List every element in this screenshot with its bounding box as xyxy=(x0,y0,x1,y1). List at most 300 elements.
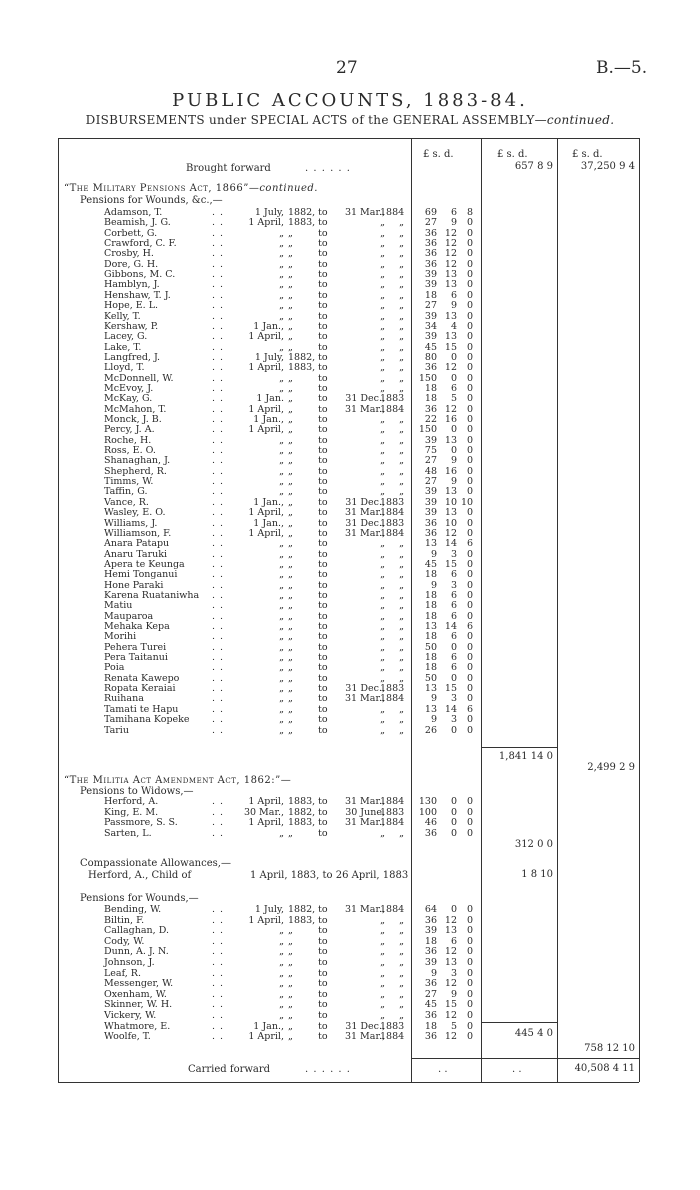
to-day-month: 30 June, xyxy=(345,806,385,818)
amount-shillings: 6 xyxy=(450,289,457,301)
amount-pence: 0 xyxy=(466,320,473,332)
amount-pence: 0 xyxy=(466,341,473,353)
leader-dots: . . xyxy=(212,827,225,839)
amount-pence: 0 xyxy=(466,641,473,653)
pensioner-name: Percy, J. A. xyxy=(104,424,155,436)
amount-pence: 0 xyxy=(466,227,473,239)
leader-dots: . . xyxy=(212,935,225,947)
to-year: „ xyxy=(399,631,404,643)
pensioner-name: Beamish, J. G. xyxy=(104,217,171,229)
table-row xyxy=(0,926,700,936)
amount-pence: 0 xyxy=(466,589,473,601)
from-day-month: 1 April, xyxy=(248,424,284,436)
amount-pence: 0 xyxy=(466,579,473,591)
leader-dots: . . xyxy=(212,662,225,674)
frame-top-rule xyxy=(58,138,639,139)
from-year: „ xyxy=(288,662,293,674)
amount-pounds: 13 xyxy=(424,538,437,550)
table-row xyxy=(0,715,700,725)
to-word: to xyxy=(318,393,328,405)
leader-dots: . . xyxy=(212,1031,225,1043)
amount-pounds: 36 xyxy=(424,362,437,374)
from-day-month: 1 July, xyxy=(254,207,284,218)
to-year: „ xyxy=(399,558,404,570)
col1-header: £ s. d. xyxy=(423,149,454,160)
carried-forward-col2-dots: . . xyxy=(512,1064,522,1075)
pensioner-name: Lacey, G. xyxy=(104,331,148,343)
amount-pounds: 100 xyxy=(418,806,437,818)
amount-shillings: 0 xyxy=(450,372,457,384)
amount-pounds: 9 xyxy=(430,693,437,705)
amount-pence: 0 xyxy=(466,414,473,425)
from-day-month: „ xyxy=(279,558,284,570)
pensioner-name: Crawford, C. F. xyxy=(104,238,177,250)
amount-shillings: 14 xyxy=(444,703,457,715)
table-row xyxy=(0,301,700,311)
amount-pounds: 27 xyxy=(424,300,437,312)
table-row xyxy=(0,508,700,518)
leader-dots: . . xyxy=(212,946,225,958)
amount-pounds: 39 xyxy=(424,310,437,322)
to-day-month: 31 Mar., xyxy=(344,904,385,915)
from-day-month: „ xyxy=(279,289,284,301)
amount-pounds: 36 xyxy=(424,227,437,239)
carried-forward-col1-dots: . . xyxy=(438,1064,448,1075)
to-word: to xyxy=(318,589,328,601)
pensioner-name: Ropata Keraiai xyxy=(104,683,176,695)
amount-pounds: 39 xyxy=(424,957,437,968)
amount-pence: 0 xyxy=(466,424,473,436)
amount-shillings: 3 xyxy=(450,967,457,979)
carried-forward-col3: 40,508 4 11 xyxy=(574,1063,635,1074)
amount-shillings: 0 xyxy=(450,351,457,363)
amount-pounds: 34 xyxy=(424,320,437,332)
pensioner-name: Sarten, L. xyxy=(104,827,152,839)
amount-shillings: 0 xyxy=(450,827,457,839)
amount-shillings: 15 xyxy=(444,341,457,353)
col2-header: £ s. d. xyxy=(497,149,528,160)
to-year: „ xyxy=(399,227,404,239)
from-year: „ xyxy=(288,693,293,705)
to-day-month: „ xyxy=(380,320,385,332)
leader-dots: . . xyxy=(212,683,225,695)
to-word: to xyxy=(318,414,328,425)
from-year: „ xyxy=(288,1020,293,1032)
amount-pence: 0 xyxy=(466,662,473,674)
from-day-month: „ xyxy=(279,662,284,674)
leader-dots: . . xyxy=(212,693,225,705)
amount-pounds: 64 xyxy=(424,904,437,915)
to-year: „ xyxy=(399,341,404,353)
amount-shillings: 6 xyxy=(450,652,457,664)
from-day-month: 1 Jan., xyxy=(253,1020,284,1032)
amount-pence: 0 xyxy=(466,817,473,829)
from-year: „ xyxy=(288,455,293,467)
from-day-month: 1 April, xyxy=(248,362,284,374)
pensioner-name: Roche, H. xyxy=(104,434,152,446)
from-year: „ xyxy=(288,476,293,488)
from-year: „ xyxy=(288,320,293,332)
amount-pounds: 36 xyxy=(424,946,437,958)
leader-dots: . . xyxy=(212,517,225,529)
to-day-month: „ xyxy=(380,610,385,622)
to-day-month: „ xyxy=(380,662,385,674)
pensioner-name: Cody, W. xyxy=(104,935,145,947)
to-day-month: „ xyxy=(380,238,385,250)
amount-pence: 0 xyxy=(466,827,473,839)
to-year: „ xyxy=(399,957,404,968)
amount-pounds: 45 xyxy=(424,341,437,353)
from-year: „ xyxy=(288,258,293,270)
to-word: to xyxy=(318,248,328,260)
from-day-month: „ xyxy=(279,465,284,477)
amount-pence: 0 xyxy=(466,600,473,612)
amount-pence: 0 xyxy=(466,925,473,937)
from-day-month: „ xyxy=(279,978,284,990)
amount-pence: 0 xyxy=(466,289,473,301)
amount-shillings: 16 xyxy=(444,465,457,477)
amount-pence: 0 xyxy=(466,914,473,926)
leader-dots: . . xyxy=(212,652,225,664)
amount-pence: 0 xyxy=(466,999,473,1011)
amount-pence: 6 xyxy=(466,538,473,550)
from-year: „ xyxy=(288,465,293,477)
to-word: to xyxy=(318,507,328,519)
table-row xyxy=(0,818,700,828)
amount-pounds: 36 xyxy=(424,248,437,260)
amount-pounds: 46 xyxy=(424,817,437,829)
pensioner-name: Whatmore, E. xyxy=(104,1020,171,1032)
from-day-month: „ xyxy=(279,310,284,322)
amount-shillings: 12 xyxy=(444,227,457,239)
pensioner-name: Messenger, W. xyxy=(104,978,174,990)
amount-pounds: 9 xyxy=(430,967,437,979)
pensioner-name: Skinner, W. H. xyxy=(104,999,173,1011)
to-word: to xyxy=(318,703,328,715)
amount-shillings: 6 xyxy=(450,610,457,622)
table-row xyxy=(0,663,700,673)
table-row xyxy=(0,979,700,989)
to-day-month: „ xyxy=(380,988,385,1000)
to-word: to xyxy=(318,600,328,612)
pensioner-name: Renata Kawepo xyxy=(104,672,180,684)
amount-shillings: 0 xyxy=(450,424,457,436)
from-year: 1882, xyxy=(288,904,316,915)
leader-dots: . . xyxy=(212,957,225,968)
amount-pounds: 18 xyxy=(424,600,437,612)
amount-pounds: 27 xyxy=(424,217,437,229)
to-word: to xyxy=(318,1031,328,1043)
leader-dots: . . xyxy=(212,258,225,270)
amount-pence: 0 xyxy=(466,248,473,260)
to-year: „ xyxy=(399,589,404,601)
pensioner-name: Lake, T. xyxy=(104,341,142,353)
amount-shillings: 6 xyxy=(450,207,457,218)
section1-heading xyxy=(64,183,318,194)
from-day-month: „ xyxy=(279,957,284,968)
to-day-month: „ xyxy=(380,714,385,726)
from-year: „ xyxy=(288,300,293,312)
to-word: to xyxy=(318,817,328,829)
pensioner-name: Morihi xyxy=(104,631,137,643)
to-year: „ xyxy=(399,652,404,664)
leader-dots: . . xyxy=(212,641,225,653)
amount-pounds: 150 xyxy=(418,372,437,384)
from-year: „ xyxy=(288,967,293,979)
to-day-month: „ xyxy=(380,227,385,239)
amount-pence: 8 xyxy=(466,207,473,218)
to-day-month: „ xyxy=(380,558,385,570)
to-day-month: „ xyxy=(380,978,385,990)
to-year: „ xyxy=(399,641,404,653)
to-year: „ xyxy=(399,269,404,281)
leader-dots: . . xyxy=(212,476,225,488)
to-day-month: „ xyxy=(380,289,385,301)
from-day-month: „ xyxy=(279,248,284,260)
amount-shillings: 6 xyxy=(450,935,457,947)
amount-pence: 0 xyxy=(466,362,473,374)
to-year: 1884 xyxy=(380,1031,405,1043)
leader-dots: . . xyxy=(212,269,225,281)
from-day-month: „ xyxy=(279,967,284,979)
from-year: 1883, xyxy=(288,796,316,807)
from-day-month: 1 April, xyxy=(248,507,284,519)
amount-pounds: 27 xyxy=(424,988,437,1000)
pensioner-name: Wasley, E. O. xyxy=(104,507,166,519)
leader-dots: . . xyxy=(212,382,225,394)
amount-shillings: 12 xyxy=(444,248,457,260)
leader-dots: . . xyxy=(212,320,225,332)
section2-subtotal: 312 0 0 xyxy=(514,839,553,850)
table-row xyxy=(0,916,700,926)
to-word: to xyxy=(318,610,328,622)
amount-shillings: 15 xyxy=(444,999,457,1011)
from-day-month: „ xyxy=(279,548,284,560)
amount-shillings: 12 xyxy=(444,258,457,270)
amount-pounds: 27 xyxy=(424,476,437,488)
to-year: 1883 xyxy=(380,683,405,695)
to-word: to xyxy=(318,683,328,695)
to-day-month: „ xyxy=(380,641,385,653)
table-row xyxy=(0,218,700,228)
amount-pounds: 69 xyxy=(424,207,437,218)
pensioner-name: Corbett, G. xyxy=(104,227,158,239)
from-day-month: 1 Jan., xyxy=(253,496,284,508)
from-year: „ xyxy=(288,382,293,394)
pensioner-name: Anara Patapu xyxy=(104,538,170,550)
amount-pence: 0 xyxy=(466,946,473,958)
amount-shillings: 9 xyxy=(450,217,457,229)
from-day-month: „ xyxy=(279,988,284,1000)
to-word: to xyxy=(318,641,328,653)
from-day-month: 30 Mar., xyxy=(243,806,284,818)
from-day-month: „ xyxy=(279,631,284,643)
to-day-month: „ xyxy=(380,589,385,601)
from-year: „ xyxy=(288,403,293,415)
amount-pence: 0 xyxy=(466,279,473,291)
to-day-month: „ xyxy=(380,486,385,498)
amount-pence: 0 xyxy=(466,988,473,1000)
to-day-month: „ xyxy=(380,957,385,968)
leader-dots: . . xyxy=(212,455,225,467)
from-year: „ xyxy=(288,527,293,539)
to-word: to xyxy=(318,455,328,467)
pensioner-name: Timms, W. xyxy=(104,476,154,488)
leader-dots: . . xyxy=(212,904,225,915)
amount-pounds: 36 xyxy=(424,1010,437,1021)
to-word: to xyxy=(318,362,328,374)
to-day-month: „ xyxy=(380,967,385,979)
to-word: to xyxy=(318,558,328,570)
table-row xyxy=(0,808,700,818)
amount-pence: 10 xyxy=(461,496,474,508)
amount-pounds: 80 xyxy=(424,351,437,363)
amount-pounds: 39 xyxy=(424,925,437,937)
to-day-month: „ xyxy=(380,631,385,643)
compassionate-period: 1 April, 1883, to 26 April, 1883 xyxy=(250,870,409,881)
table-row xyxy=(0,1000,700,1010)
from-day-month: „ xyxy=(279,693,284,705)
table-row xyxy=(0,947,700,957)
to-day-month: „ xyxy=(380,351,385,363)
to-year: 1884 xyxy=(380,904,405,915)
section1-subtotal: 1,841 14 0 xyxy=(498,751,553,762)
leader-dots: . . xyxy=(212,393,225,405)
pensioner-name: Mehaka Kepa xyxy=(104,621,170,632)
to-day-month: „ xyxy=(380,445,385,457)
to-day-month: „ xyxy=(380,652,385,664)
to-year: 1884 xyxy=(380,817,405,829)
from-day-month: „ xyxy=(279,269,284,281)
to-day-month: „ xyxy=(380,434,385,446)
pensioner-name: Henshaw, T. J. xyxy=(104,289,171,301)
amount-shillings: 13 xyxy=(444,925,457,937)
amount-shillings: 3 xyxy=(450,579,457,591)
to-word: to xyxy=(318,465,328,477)
leader-dots: . . xyxy=(212,279,225,291)
to-day-month: „ xyxy=(380,600,385,612)
pensioner-name: Taffin, G. xyxy=(104,486,148,498)
pensioner-name: Kershaw, P. xyxy=(104,320,159,332)
to-year: „ xyxy=(399,935,404,947)
leader-dots: . . xyxy=(212,579,225,591)
amount-shillings: 13 xyxy=(444,279,457,291)
amount-shillings: 6 xyxy=(450,662,457,674)
amount-pounds: 36 xyxy=(424,238,437,250)
from-day-month: „ xyxy=(279,341,284,353)
amount-pounds: 39 xyxy=(424,279,437,291)
to-word: to xyxy=(318,207,328,218)
to-word: to xyxy=(318,1020,328,1032)
amount-pence: 0 xyxy=(466,904,473,915)
to-year: „ xyxy=(399,827,404,839)
to-year: 1884 xyxy=(380,403,405,415)
to-day-month: „ xyxy=(380,310,385,322)
table-row xyxy=(0,632,700,642)
amount-pounds: 18 xyxy=(424,589,437,601)
from-day-month: „ xyxy=(279,538,284,550)
section1-heading-cont: continued. xyxy=(259,183,318,194)
leader-dots: . . xyxy=(212,1010,225,1021)
from-year: „ xyxy=(288,579,293,591)
to-day-month: „ xyxy=(380,424,385,436)
amount-pence: 0 xyxy=(466,796,473,807)
from-year: „ xyxy=(288,610,293,622)
leader-dots: . . xyxy=(212,217,225,229)
amount-shillings: 13 xyxy=(444,331,457,343)
from-day-month: 1 April, xyxy=(248,796,284,807)
amount-shillings: 0 xyxy=(450,672,457,684)
to-year: „ xyxy=(399,662,404,674)
amount-pence: 0 xyxy=(466,610,473,622)
to-word: to xyxy=(318,652,328,664)
to-year: „ xyxy=(399,434,404,446)
from-year: „ xyxy=(288,424,293,436)
amount-pence: 0 xyxy=(466,372,473,384)
pensioner-name: Williams, J. xyxy=(104,517,158,529)
to-word: to xyxy=(318,548,328,560)
pensioner-name: Ross, E. O. xyxy=(104,445,156,457)
to-year: „ xyxy=(399,372,404,384)
amount-shillings: 13 xyxy=(444,269,457,281)
to-word: to xyxy=(318,382,328,394)
to-day-month: „ xyxy=(380,999,385,1011)
from-day-month: „ xyxy=(279,579,284,591)
amount-pence: 0 xyxy=(466,507,473,519)
from-year: „ xyxy=(288,269,293,281)
amount-pence: 0 xyxy=(466,403,473,415)
from-day-month: 1 Jan., xyxy=(253,320,284,332)
from-year: „ xyxy=(288,341,293,353)
from-day-month: 1 July, xyxy=(254,904,284,915)
leader-dots: . . xyxy=(212,331,225,343)
pensioner-name: McMahon, T. xyxy=(104,403,167,415)
amount-pounds: 36 xyxy=(424,1031,437,1043)
page-number: 27 xyxy=(336,58,358,78)
from-day-month: 1 Jan., xyxy=(253,414,284,425)
leader-dots: . . xyxy=(212,434,225,446)
to-day-month: 31 Mar., xyxy=(344,817,385,829)
table-row xyxy=(0,249,700,259)
amount-shillings: 0 xyxy=(450,796,457,807)
amount-shillings: 13 xyxy=(444,957,457,968)
compassionate-name: Herford, A., Child of xyxy=(88,870,192,881)
amount-pounds: 13 xyxy=(424,703,437,715)
amount-shillings: 12 xyxy=(444,946,457,958)
to-word: to xyxy=(318,914,328,926)
amount-pence: 0 xyxy=(466,693,473,705)
from-day-month: 1 Jan. xyxy=(256,393,284,405)
from-year: „ xyxy=(288,548,293,560)
pensioner-name: Passmore, S. S. xyxy=(104,817,178,829)
to-year: „ xyxy=(399,703,404,715)
to-day-month: 31 Mar., xyxy=(344,796,385,807)
to-day-month: 31 Dec., xyxy=(345,517,385,529)
to-day-month: „ xyxy=(380,672,385,684)
amount-pounds: 18 xyxy=(424,935,437,947)
from-day-month: „ xyxy=(279,434,284,446)
to-word: to xyxy=(318,579,328,591)
table-row xyxy=(0,487,700,497)
amount-pence: 0 xyxy=(466,455,473,467)
from-day-month: 1 April, xyxy=(248,1031,284,1043)
leader-dots: . . xyxy=(212,372,225,384)
table-row xyxy=(0,539,700,549)
amount-pence: 0 xyxy=(466,393,473,405)
to-day-month: 31 Mar., xyxy=(344,207,385,218)
amount-pounds: 39 xyxy=(424,331,437,343)
amount-shillings: 12 xyxy=(444,1010,457,1021)
